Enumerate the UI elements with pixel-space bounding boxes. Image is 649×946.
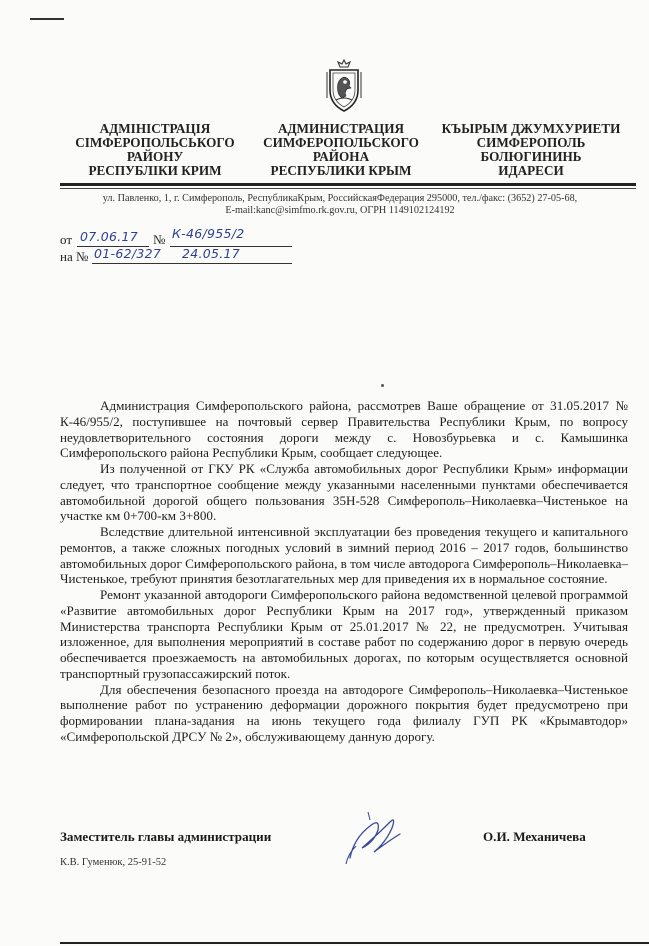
signatory-title: Заместитель главы администрации [60,829,272,844]
body-paragraph: Из полученной от ГКУ РК «Служба автомобильных дорог Республики Крым» информации следует, что транспортное сообщение между указанными населенными пунктами обеспечивается автомобильной дорогой общего пользования 35Н-528 Симферополь–Николаевка–Чистенькое на участке км 0+700-км 3+800. [60,461,628,524]
header-ru-line: РЕСПУБЛИКИ КРЫМ [270,163,412,178]
header-crh-line: КЪЫРЫМ ДЖУМХУРИЕТИ [441,121,621,136]
header-divider [60,183,636,186]
incoming-date: 24.05.17 [182,246,241,261]
outgoing-number: К-46/955/2 [172,226,245,241]
header-ua-line: РАЙОНУ [126,149,184,164]
header-ukrainian [60,122,250,178]
reply-underline [92,263,292,264]
body-paragraph: Для обеспечения безопасного проезда на автодороге Симферополь–Николаевка–Чистенькое выполнение работ по устранению деформации дорожного покрытия будет предусмотрено при формировании плана-задания на июнь текущего года филиалу ГУП РК «Крымавтодор» «Симферопольской ДРСУ № 2», обслуживающему данную дорогу. [60,681,628,744]
header-ru-line: СИМФЕРОПОЛЬСКОГО [263,135,419,150]
body-paragraph: Ремонт указанной автодороги Симферопольского района ведомственной целевой программой «Развитие автомобильных дорог Республики Крым на 2017 год», утвержденный приказом Министерства транспорта Республики Крым от 25.01.2017 № 22, не предусмотрен. Учитывая изложенное, для выполнения мероприятий в составе работ по содержанию дорог в первую очередь обеспечивается проезжаемость на автомобильных дорогах, по которым осуществляется основной транспортный грузопассажирский поток. [60,587,628,681]
header-ru-line: АДМИНИСТРАЦИЯ [277,121,405,136]
scan-dot [381,384,384,387]
letter-body [60,398,628,745]
executor-contact: К.В. Гуменюк, 25-91-52 [60,857,167,868]
address-line: ул. Павленко, 1, г. Симферополь, РеспубликаКрым, РоссийскаяФедерация 295000, тел./факс: (3652) 27-05-68, [102,193,578,204]
header-ua-line: АДМІНІСТРАЦІЯ [99,121,211,136]
crimea-coat-of-arms-icon [324,58,364,114]
outgoing-date: 07.06.17 [80,229,139,244]
header-crh-line: БОЛЮГИНИНЬ [480,149,582,164]
header-divider-thin [60,188,636,189]
contact-line: E-mail:kanc@simfmo.rk.gov.ru, ОГРН 1149102124192 [225,205,455,216]
header-ua-line: СІМФЕРОПОЛЬСЬКОГО [75,135,235,150]
header-crh-line: СИМФЕРОПОЛЬ [476,135,586,150]
in-reply-label: на № [60,249,89,264]
header-ua-line: РЕСПУБЛІКИ КРИМ [88,163,222,178]
signatory-name: О.И. Механичева [483,829,586,844]
incoming-number: 01-62/327 [94,246,162,261]
from-label: от [60,232,73,247]
handwritten-signature [340,808,410,866]
page-bottom-edge [60,942,649,944]
body-paragraph: Вследствие длительной интенсивной эксплуатации без проведения текущего и капитального ремонтов, а также сложных погодных условий в зимний период 2016 – 2017 годов, большинство автомобильных дорог Симферопольского района, в том числе автодорога Симферополь–Николаевка–Чистенькое, требуют принятия безотлагательных мер для приведения их в нормальное состояние. [60,524,628,587]
header-crh-line: ИДАРЕСИ [498,163,564,178]
header-crimean-tatar [436,122,626,178]
number-label: № [153,232,166,247]
scan-mark [30,18,64,20]
header-ru-line: РАЙОНА [312,149,370,164]
body-paragraph: Администрация Симферопольского района, рассмотрев Ваше обращение от 31.05.2017 № К-46/955/2, поступившее на почтовый сервер Правительства Республики Крым, по вопросу неудовлетворительного состояния дороги между с. Новозбурьевка и с. Камышинка Симферопольского района Республики Крым, сообщает следующее. [60,398,628,461]
header-russian [246,122,436,178]
